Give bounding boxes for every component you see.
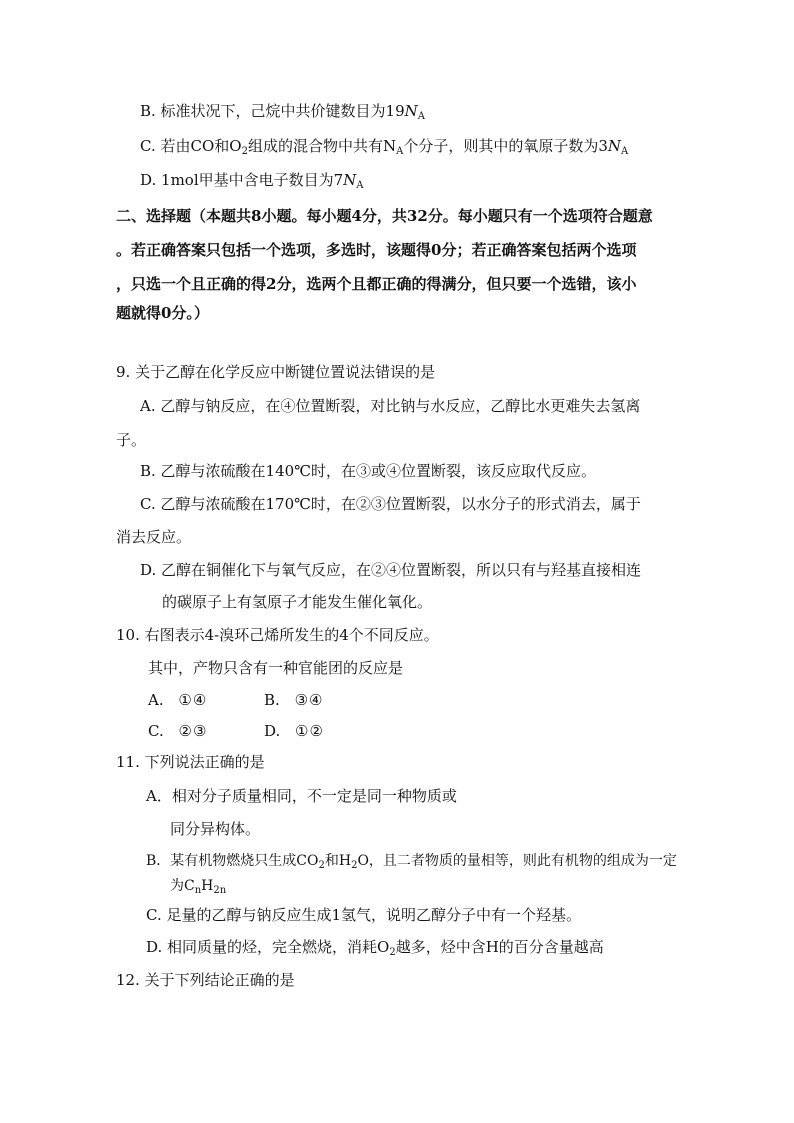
q9-option-c-line-1: C. 乙醇与浓硫酸在170℃时，在②③位置断裂，以水分子的形式消去，属于 (140, 495, 641, 513)
q9-stem: 9. 关于乙醇在化学反应中断键位置说法错误的是 (116, 363, 436, 381)
q9-option-b: B. 乙醇与浓硫酸在140℃时，在③或④位置断裂，该反应取代反应。 (140, 462, 596, 480)
q9-option-d-line-2: 的碳原子上有氢原子才能发生催化氧化。 (162, 593, 433, 611)
na-symbol: N (607, 137, 621, 155)
q9-option-c-line-2: 消去反应。 (116, 528, 192, 546)
q11-option-d-text-2: 越多，烃中含H的百分含量越高 (395, 938, 604, 956)
q11-option-b-text-1: B．某有机物燃烧只生成CO (146, 853, 319, 869)
o2-subscript: 2 (241, 146, 248, 157)
section-heading-line-4: 题就得0分。） (116, 304, 209, 322)
q9-option-d-line-1: D. 乙醇在铜催化下与氧气反应，在②④位置断裂，所以只有与羟基直接相连 (140, 561, 642, 579)
h2n-subscript: 2n (213, 885, 227, 896)
q10-option-c-value: ②③ (178, 722, 208, 740)
q10-option-d-value: ①② (295, 722, 324, 740)
section-heading-line-3: ，只选一个且正确的得2分，选两个且都正确的得满分，但只要一个选错，该小 (116, 275, 637, 293)
option-c-prev (140, 136, 628, 162)
q11-option-a-line-1: A．相对分子质量相同，不一定是同一种物质或 (146, 787, 457, 805)
h2o-subscript: 2 (351, 860, 358, 871)
q11-option-c: C. 足量的乙醇与钠反应生成1氢气，说明乙醇分子中有一个羟基。 (146, 906, 582, 924)
q11-option-b2-text-2: H (201, 878, 214, 894)
na-subscript: A (356, 180, 364, 191)
section-heading-line-2: 。若正确答案只包括一个选项，多选时，该题得0分；若正确答案包括两个选项 (116, 241, 637, 259)
q9-option-a-line-2: 子。 (116, 431, 147, 449)
na-subscript: A (396, 146, 404, 157)
q10-option-a (148, 690, 207, 710)
o2-subscript: 2 (389, 947, 396, 958)
q11-option-d (146, 937, 604, 963)
na-subscript-2: A (620, 146, 629, 157)
q11-option-b-text-2: 和H (324, 853, 352, 869)
section-heading-line-1: 二、选择题（本题共8小题。每小题4分，共32分。每小题只有一个选项符合题意 (116, 207, 653, 225)
q10-stem: 10. 右图表示4-溴环己烯所发生的4个不同反应。 (116, 626, 439, 644)
q11-option-d-text-1: D. 相同质量的烃，完全燃烧，消耗O (146, 938, 390, 956)
q11-option-b-text-3: O，且二者物质的量相等，则此有机物的组成为一定 (357, 853, 677, 869)
option-d-text: D. 1mol甲基中含电子数目为7 (140, 171, 344, 189)
co2-subscript: 2 (318, 860, 325, 871)
q11-option-a-line-2: 同分异构体。 (170, 820, 261, 838)
na-symbol: N (404, 102, 418, 120)
q10-option-d-label: D. (264, 722, 281, 740)
option-c-text-3: 个分子，则其中的氧原子数为3 (403, 137, 608, 155)
option-c-text-1: C. 若由CO和O (140, 137, 242, 155)
q10-stem-2: 其中，产物只含有一种官能团的反应是 (148, 659, 404, 677)
q12-stem: 12. 关于下列结论正确的是 (116, 971, 295, 989)
cn-subscript: n (194, 885, 202, 896)
q10-option-a-label: A. (148, 691, 164, 709)
q11-option-b-line-1 (146, 851, 677, 876)
na-subscript: A (417, 111, 426, 122)
q10-option-b (264, 690, 323, 710)
option-b-text: B. 标准状况下，己烷中共价键数目为19 (140, 102, 405, 120)
q10-option-b-value: ③④ (294, 691, 324, 709)
q11-option-b2-text-1: 为C (170, 878, 195, 894)
q10-option-c-label: C. (148, 722, 164, 740)
na-symbol: N (343, 171, 357, 189)
q11-stem: 11. 下列说法正确的是 (116, 753, 265, 771)
q10-option-a-value: ①④ (178, 691, 208, 709)
option-d-prev (140, 170, 364, 196)
q10-option-b-label: B. (264, 691, 280, 709)
q9-option-a-line-1: A. 乙醇与钠反应，在④位置断裂，对比钠与水反应，乙醇比水更难失去氢离 (140, 397, 641, 415)
q10-option-c (148, 721, 207, 741)
q10-option-d (264, 721, 324, 741)
q11-option-b-line-2 (170, 876, 226, 901)
option-b-prev (140, 101, 425, 127)
option-c-text-2: 组成的混合物中共有N (247, 137, 397, 155)
